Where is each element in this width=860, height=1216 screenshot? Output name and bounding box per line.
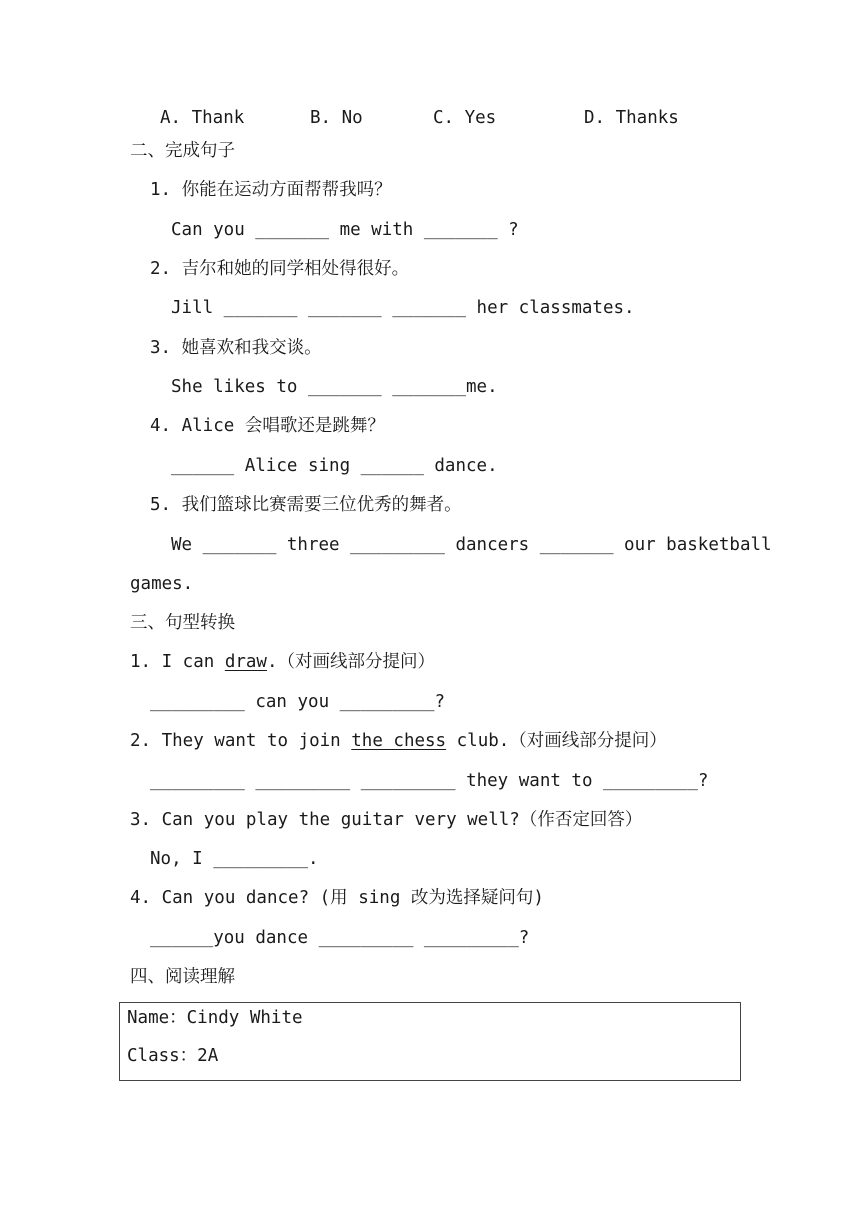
s3-q1-underlined: draw [224,652,267,672]
s3-a4: ______you dance _________ _________? [150,928,530,948]
section4-heading: 四、阅读理解 [130,967,235,987]
s3-q1-post: .（对画线部分提问） [266,652,436,672]
section3-heading: 三、句型转换 [130,613,235,633]
choice-d: D. Thanks [584,108,679,128]
s2-q3: 3. 她喜欢和我交谈。 [150,338,322,358]
s2-q1: 1. 你能在运动方面帮帮我吗？ [150,180,392,200]
s3-q4: 4. Can you dance? (用 sing 改为选择疑问句) [130,888,544,908]
section2-heading: 二、完成句子 [130,141,235,161]
s2-a3: She likes to _______ _______me. [171,377,498,397]
choice-b: B. No [310,108,363,128]
s2-q4: 4. Alice 会唱歌还是跳舞？ [150,416,385,436]
reading-name: Name：Cindy White [127,1008,303,1028]
s3-a3: No, I _________. [150,849,319,869]
choice-a: A. Thank [160,108,245,128]
s3-q3: 3. Can you play the guitar very well?（作否定回答） [130,810,643,830]
s3-a2: _________ _________ _________ they want to _________? [150,771,709,791]
s3-q2-underlined: the chess [351,731,447,751]
s3-q1-pre: 1. I can [130,652,225,672]
s2-q5: 5. 我们篮球比赛需要三位优秀的舞者。 [150,495,462,515]
s3-a1: _________ can you _________? [150,692,446,712]
s2-a1: Can you _______ me with _______ ? [171,220,519,240]
s3-q2-post: club.（对画线部分提问） [446,731,667,751]
s3-q2 [130,729,667,753]
s2-a5-cont: games. [130,574,194,594]
s2-a4: ______ Alice sing ______ dance. [171,456,498,476]
choice-c: C. Yes [433,108,497,128]
s2-a2: Jill _______ _______ _______ her classmates. [171,298,635,318]
s3-q1 [130,650,435,674]
s3-q2-pre: 2. They want to join [130,731,352,751]
s2-q2: 2. 吉尔和她的同学相处得很好。 [150,259,410,279]
s2-a5: We _______ three _________ dancers _______ our basketball [171,535,772,555]
reading-class: Class：2A [127,1046,219,1066]
